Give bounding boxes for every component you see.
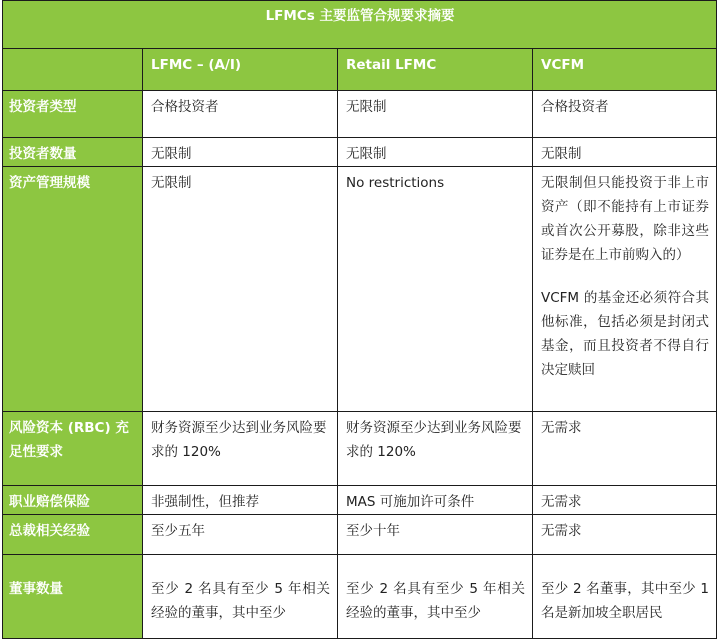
table-cell: 至少 2 名具有至少 5 年相关经验的董事，其中至少 <box>338 555 533 639</box>
table-cell: 财务资源至少达到业务风险要求的 120% <box>143 412 338 486</box>
row-label-director-count: 董事数量 <box>3 555 143 639</box>
table-row <box>3 91 717 138</box>
table-cell: 至少 2 名具有至少 5 年相关经验的董事，其中至少 <box>143 555 338 639</box>
header-corner-cell <box>3 49 143 91</box>
table-row <box>3 167 717 412</box>
aum-additional-criteria-text: VCFM 的基金还必须符合其他标准，包括必须是封闭式基金，而且投资者不得自行决定赎回 <box>541 290 710 378</box>
table-cell: 合格投资者 <box>143 91 338 138</box>
table-cell: No restrictions <box>338 167 533 412</box>
column-header-lfmc-ai: LFMC – (A/I) <box>143 49 338 91</box>
table-cell: 至少五年 <box>143 515 338 555</box>
column-header-retail-lfmc: Retail LFMC <box>338 49 533 91</box>
header-row <box>3 49 717 91</box>
table-cell: 合格投资者 <box>533 91 717 138</box>
table-cell: 无需求 <box>533 486 717 515</box>
table-cell: 无限制 <box>143 167 338 412</box>
title-row <box>3 1 717 49</box>
table-cell: 无需求 <box>533 515 717 555</box>
table-cell: 非强制性，但推荐 <box>143 486 338 515</box>
table-cell: 至少 2 名董事，其中至少 1 名是新加坡全职居民 <box>533 555 717 639</box>
aum-restriction-text: 无限制但只能投资于非上市资产（即不能持有上市证券或首次公开募股，除非这些证券是在上市前购入的） <box>541 175 710 263</box>
row-label-investor-type: 投资者类型 <box>3 91 143 138</box>
table-cell: 无限制 <box>143 138 338 167</box>
table-cell: 财务资源至少达到业务风险要求的 120% <box>338 412 533 486</box>
row-label-aum: 资产管理规模 <box>3 167 143 412</box>
row-label-ceo-experience: 总裁相关经验 <box>3 515 143 555</box>
table-row <box>3 555 717 639</box>
row-label-investor-count: 投资者数量 <box>3 138 143 167</box>
table-title: LFMCs 主要监管合规要求摘要 <box>3 1 717 49</box>
table-cell: MAS 可施加许可条件 <box>338 486 533 515</box>
table-cell: 无限制 <box>338 138 533 167</box>
table-row <box>3 412 717 486</box>
table-row <box>3 486 717 515</box>
row-label-indemnity-insurance: 职业赔偿保险 <box>3 486 143 515</box>
table-cell: 无限制 <box>338 91 533 138</box>
regulatory-summary-table <box>2 0 717 639</box>
column-header-vcfm: VCFM <box>533 49 717 91</box>
table-row <box>3 515 717 555</box>
table-cell: 至少十年 <box>338 515 533 555</box>
table-cell: 无限制 <box>533 138 717 167</box>
row-label-rbc-adequacy: 风险资本 (RBC) 充足性要求 <box>3 412 143 486</box>
table-cell <box>533 167 717 412</box>
table-cell: 无需求 <box>533 412 717 486</box>
table-row <box>3 138 717 167</box>
